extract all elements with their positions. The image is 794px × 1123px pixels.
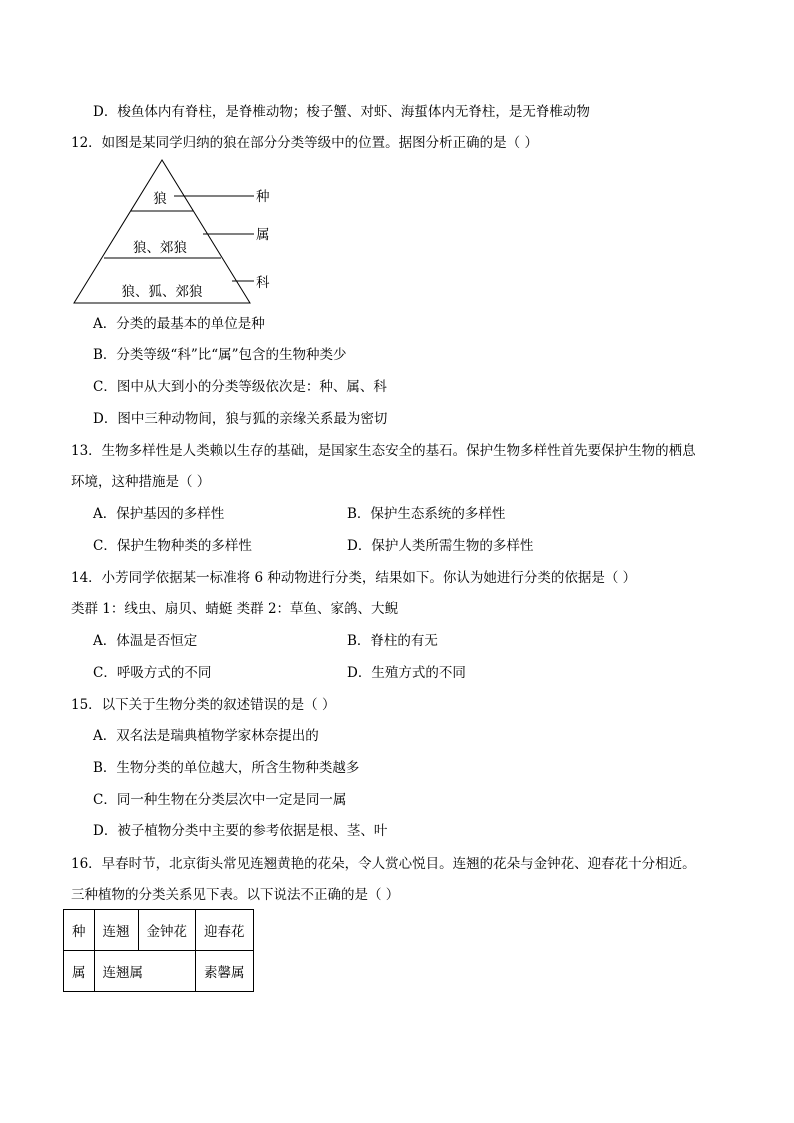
- q15-option-d: D．被子植物分类中主要的参考依据是根、茎、叶: [93, 823, 388, 839]
- q13-option-d: D．保护人类所需生物的多样性: [347, 538, 534, 554]
- q13-stem-line2: 环境，这种措施是（ ）: [71, 474, 211, 490]
- q14-stem: 14．小芳同学依据某一标准将 6 种动物进行分类，结果如下。你认为她进行分类的依据是（ ）: [71, 570, 637, 586]
- q15-option-b: B．生物分类的单位越大，所含生物种类越多: [93, 760, 360, 776]
- q15-stem: 15．以下关于生物分类的叙述错误的是（ ）: [71, 697, 336, 713]
- label-family: 科: [256, 275, 270, 291]
- table-row-species: [64, 910, 254, 951]
- label-species: 种: [256, 189, 270, 205]
- q15-option-a: A．双名法是瑞典植物学家林奈提出的: [93, 728, 319, 744]
- q14-option-c: C．呼吸方式的不同: [93, 665, 212, 681]
- pyramid-bottom-text: 狼、狐、郊狼: [121, 284, 203, 300]
- q13-option-c: C．保护生物种类的多样性: [93, 538, 252, 554]
- table-cell: 属: [64, 951, 95, 992]
- table-cell: 迎春花: [196, 910, 254, 951]
- q12-option-b: B．分类等级“科”比“属”包含的生物种类少: [93, 347, 347, 363]
- q13-option-a: A．保护基因的多样性: [93, 506, 225, 522]
- table-cell: 金钟花: [138, 910, 196, 951]
- table-cell: 连翘属: [94, 951, 196, 992]
- q14-option-a: A．体温是否恒定: [93, 633, 198, 649]
- q12-option-d: D．图中三种动物间，狼与狐的亲缘关系最为密切: [93, 411, 388, 427]
- q14-groups: 类群 1：线虫、扇贝、蜻蜓 类群 2：草鱼、家鸽、大鲵: [71, 601, 399, 617]
- classification-table: [63, 909, 254, 992]
- pyramid-top-text: 狼: [153, 191, 167, 207]
- label-genus: 属: [256, 227, 270, 243]
- pyramid-middle-text: 狼、郊狼: [133, 240, 187, 256]
- table-row-genus: [64, 951, 254, 992]
- q12-option-c: C．图中从大到小的分类等级依次是：种、属、科: [93, 379, 387, 395]
- pyramid-outline: [74, 160, 250, 303]
- q13-stem-line1: 13．生物多样性是人类赖以生存的基础，是国家生态安全的基石。保护生物多样性首先要保护生物的栖息: [71, 443, 696, 459]
- q14-option-b: B．脊柱的有无: [347, 633, 438, 649]
- table-cell: 素馨属: [196, 951, 254, 992]
- q14-option-d: D．生殖方式的不同: [347, 665, 466, 681]
- q15-option-c: C．同一种生物在分类层次中一定是同一属: [93, 792, 347, 808]
- table-cell: 种: [64, 910, 95, 951]
- q12-option-a: A．分类的最基本的单位是种: [93, 316, 265, 332]
- q13-option-b: B．保护生态系统的多样性: [347, 506, 506, 522]
- q12-stem: 12．如图是某同学归纳的狼在部分分类等级中的位置。据图分析正确的是（ ）: [71, 135, 538, 151]
- q11-option-d: D．梭鱼体内有脊柱，是脊椎动物；梭子蟹、对虾、海蜇体内无脊柱，是无脊椎动物: [93, 104, 590, 120]
- q16-stem-line2: 三种植物的分类关系见下表。以下说法不正确的是（ ）: [71, 887, 400, 903]
- q16-stem-line1: 16．早春时节，北京街头常见连翘黄艳的花朵，令人赏心悦目。连翘的花朵与金钟花、迎春花十分相近。: [71, 856, 696, 872]
- table-cell: 连翘: [94, 910, 138, 951]
